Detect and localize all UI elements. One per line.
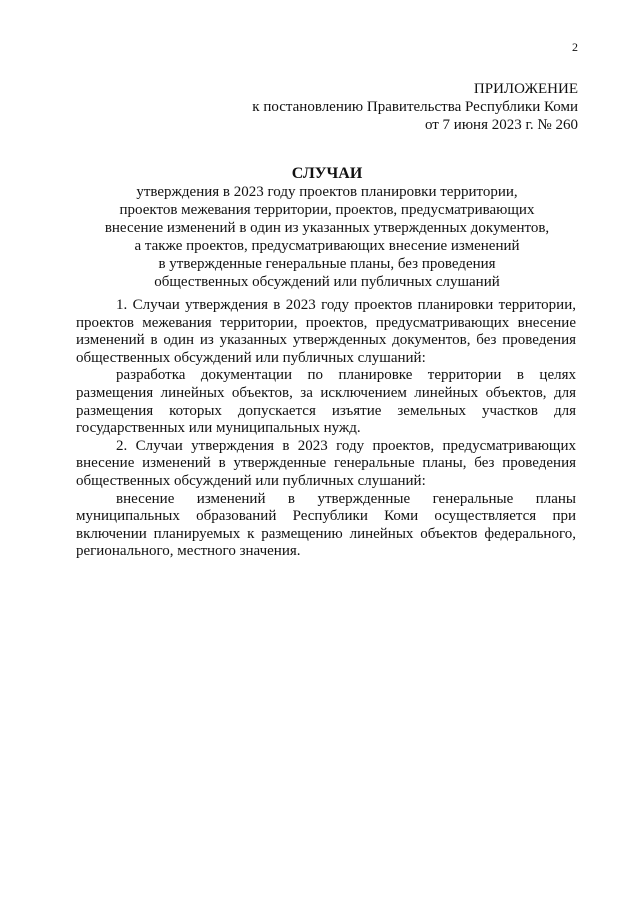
paragraph-1: 1. Случаи утверждения в 2023 году проектов планировки территории, проектов межевания территории, проектов, предусматривающих внесение изменений в один из указанных утвержденных документов, без проведения общественных обсуждений или публичных слушаний: xyxy=(76,297,576,366)
appendix-date-line: от 7 июня 2023 г. № 260 xyxy=(424,117,578,133)
document-title: СЛУЧАИ xyxy=(291,165,363,182)
document-body xyxy=(76,297,576,561)
heading-line: а также проектов, предусматривающих внесение изменений xyxy=(134,238,520,254)
appendix-block xyxy=(252,80,578,134)
heading-line: в утвержденные генеральные планы, без проведения xyxy=(158,256,496,272)
paragraph-1-item: разработка документации по планировке территории в целях размещения линейных объектов, за исключением линейных объектов, для размещения которых допускается изъятие земельных участков для государственных или муниципальных нужд. xyxy=(76,367,576,437)
heading-line: внесение изменений в один из указанных утвержденных документов, xyxy=(104,220,550,236)
heading-line: утверждения в 2023 году проектов планировки территории, xyxy=(136,184,518,200)
appendix-label: ПРИЛОЖЕНИЕ xyxy=(473,81,578,97)
paragraph-2-item: внесение изменений в утвержденные генеральные планы муниципальных образований Республики Коми осуществляется при включении планируемых к размещению линейных объектов федерального, регионального, местного значения. xyxy=(76,490,576,560)
document-heading xyxy=(64,164,590,291)
heading-line: общественных обсуждений или публичных слушаний xyxy=(154,274,500,290)
heading-line: проектов межевания территории, проектов, предусматривающих xyxy=(119,202,535,218)
paragraph-2: 2. Случаи утверждения в 2023 году проектов, предусматривающих внесение изменений в утвержденные генеральные планы, без проведения общественных обсуждений или публичных слушаний: xyxy=(76,437,576,489)
appendix-resolution-line: к постановлению Правительства Республики Коми xyxy=(252,99,578,115)
page-number: 2 xyxy=(572,40,578,54)
